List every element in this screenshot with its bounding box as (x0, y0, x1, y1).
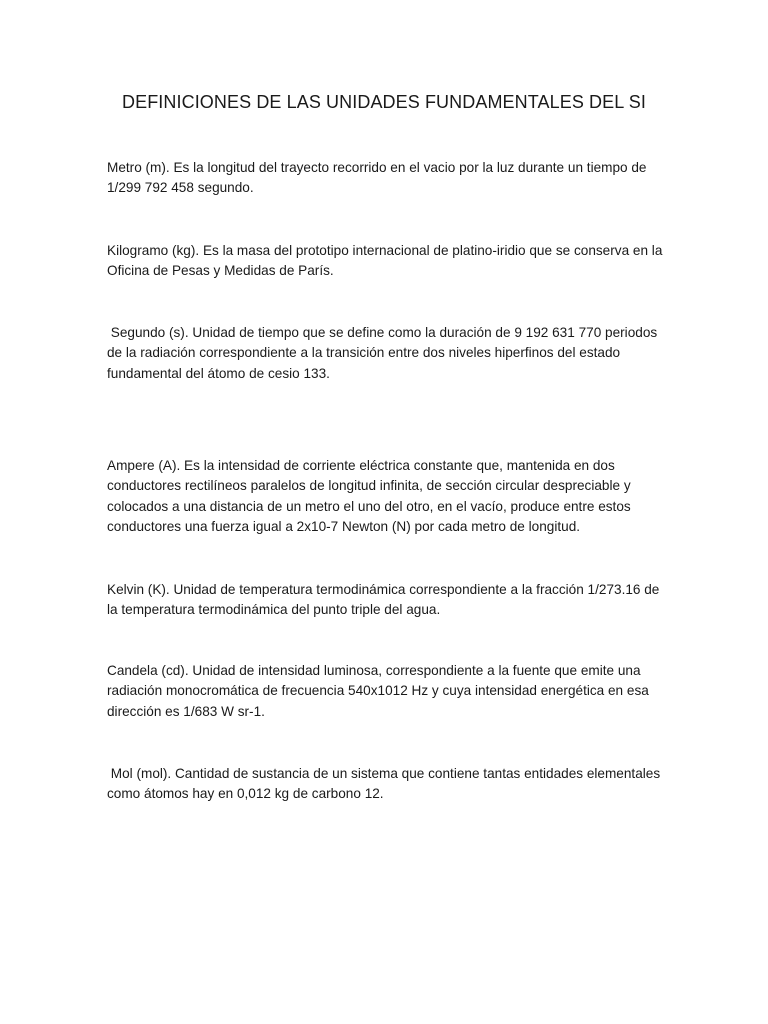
definition-metro: Metro (m). Es la longitud del trayecto recorrido en el vacio por la luz durante un tiempo de 1/299 792 458 segundo. (107, 160, 647, 196)
document-title: DEFINICIONES DE LAS UNIDADES FUNDAMENTALES DEL SI (122, 92, 646, 112)
definition-candela: Candela (cd). Unidad de intensidad luminosa, correspondiente a la fuente que emite una radiación monocromática de frecuencia 540x1012 Hz y cuya intensidad energética en esa dirección es 1/683 W sr-1. (107, 663, 649, 719)
definition-mol: Mol (mol). Cantidad de sustancia de un sistema que contiene tantas entidades elementales como átomos hay en 0,012 kg de carbono 12. (107, 766, 664, 802)
definition-ampere: Ampere (A). Es la intensidad de corriente eléctrica constante que, mantenida en dos conductores rectilíneos paralelos de longitud infinita, de sección circular despreciable y colocados a una distancia de un metro el uno del otro, en el vacío, produce entre estos conductores una fuerza igual a 2x10-7 Newton (N) por cada metro de longitud. (107, 458, 631, 535)
definition-segundo: Segundo (s). Unidad de tiempo que se define como la duración de 9 192 631 770 periodos de la radiación correspondiente a la transición entre dos niveles hiperfinos del estado fundamental del átomo de cesio 133. (107, 325, 661, 381)
definition-kilogramo: Kilogramo (kg). Es la masa del prototipo internacional de platino-iridio que se conserva en la Oficina de Pesas y Medidas de París. (107, 243, 663, 279)
definition-kelvin: Kelvin (K). Unidad de temperatura termodinámica correspondiente a la fracción 1/273.16 de la temperatura termodinámica del punto triple del agua. (107, 582, 660, 618)
